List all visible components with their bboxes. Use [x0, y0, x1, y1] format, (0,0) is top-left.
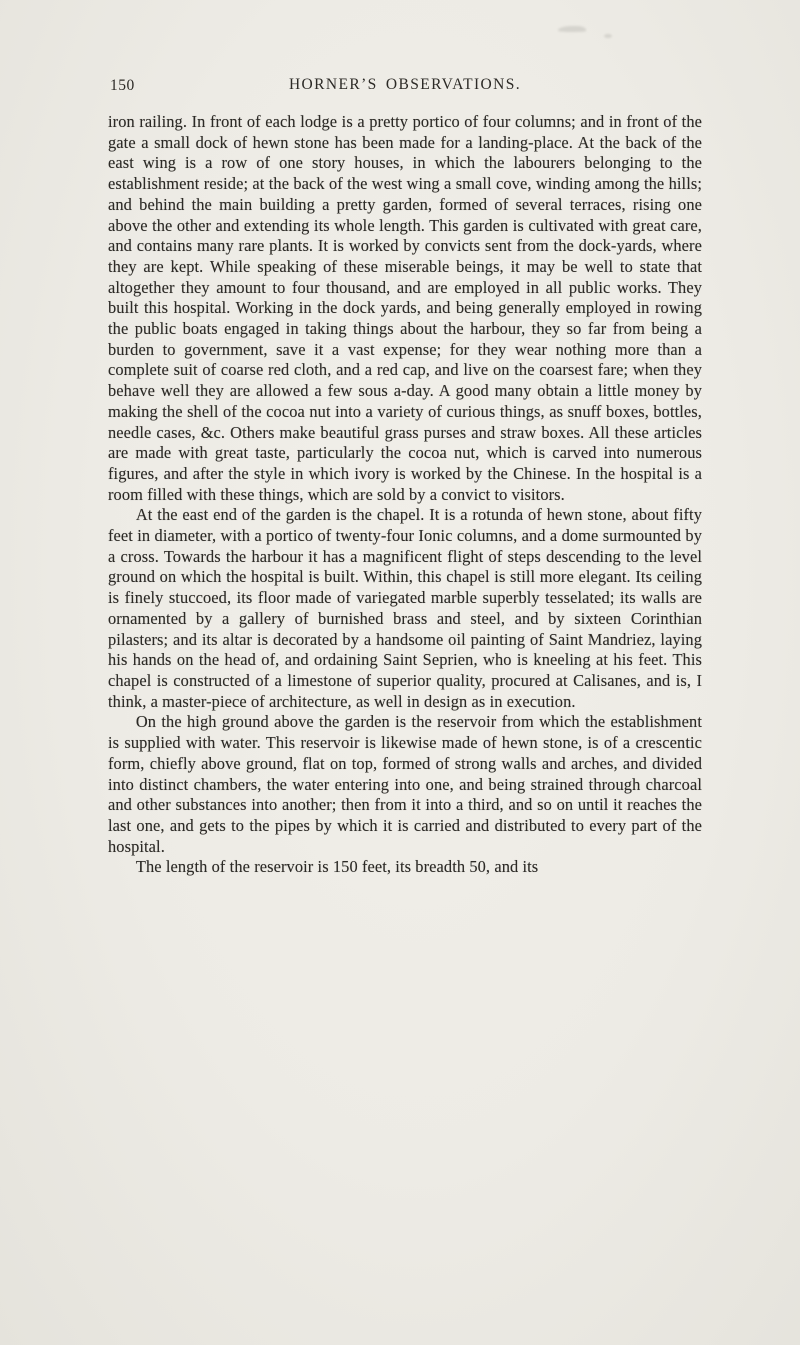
page-body [108, 112, 702, 878]
paragraph-chapel: At the east end of the garden is the chapel. It is a rotunda of hewn stone, about fifty feet in diameter, with a portico of twenty-four Ionic columns, and a dome surmounted by a cross. Towards the harbour it has a magnificent flight of steps descending to the level ground on which the hospital is built. Within, this chapel is still more elegant. Its ceiling is finely stuccoed, its floor made of variegated marble superbly tesselated; its walls are ornamented by a gallery of burnished brass and steel, and by sixteen Corinthian pilasters; and its altar is decorated by a handsome oil painting of Saint Mandriez, laying his hands on the head of, and ordaining Saint Seprien, who is kneeling at his feet. This chapel is constructed of a limestone of superior quality, procured at Calisanes, and is, I think, a master-piece of architecture, as well in design as in execution. [108, 505, 702, 711]
scan-artifact [604, 34, 612, 38]
paragraph-reservoir: On the high ground above the garden is the reservoir from which the establishment is supplied with water. This reservoir is likewise made of hewn stone, is of a crescentic form, chiefly above ground, flat on top, formed of strong walls and arches, and divided into distinct chambers, the water entering into one, and being strained through charcoal and other substances into another; then from it into a third, and so on until it reaches the last one, and gets to the pipes by which it is carried and distributed to every part of the hospital. [108, 712, 702, 856]
scan-artifact [558, 26, 586, 32]
running-title: HORNER’S OBSERVATIONS. [288, 76, 522, 93]
page-content [108, 76, 702, 878]
paragraph-reservoir-dimensions: The length of the reservoir is 150 feet, its breadth 50, and its [135, 857, 539, 877]
page-number: 150 [110, 77, 135, 94]
page-header [108, 76, 702, 96]
paragraph-continuation: iron railing. In front of each lodge is a pretty portico of four columns; and in front of the gate a small dock of hewn stone has been made for a landing-place. At the back of the east wing is a row of one story houses, in which the labourers belonging to the establishment reside; at the back of the west wing a small cove, winding among the hills; and behind the main building a pretty garden, formed of several terraces, rising one above the other and extending its whole length. This garden is cultivated with great care, and contains many rare plants. It is worked by convicts sent from the dock-yards, where they are kept. While speaking of these miserable beings, it may be well to state that altogether they amount to four thousand, and are employed in all public works. They built this hospital. Working in the dock yards, and being generally employed in rowing the public boats engaged in taking things about the harbour, they so far from being a burden to government, save it a vast expense; for they wear nothing more than a complete suit of coarse red cloth, and a red cap, and live on the coarsest fare; when they behave well they are allowed a few sous a-day. A good many obtain a little money by making the shell of the cocoa nut into a variety of curious things, as snuff boxes, bottles, needle cases, &c. Others make beautiful grass purses and straw boxes. All these articles are made with great taste, particularly the cocoa nut, which is carved into numerous figures, and after the style in which ivory is worked by the Chinese. In the hospital is a room filled with these things, which are sold by a convict to visitors. [108, 112, 702, 504]
